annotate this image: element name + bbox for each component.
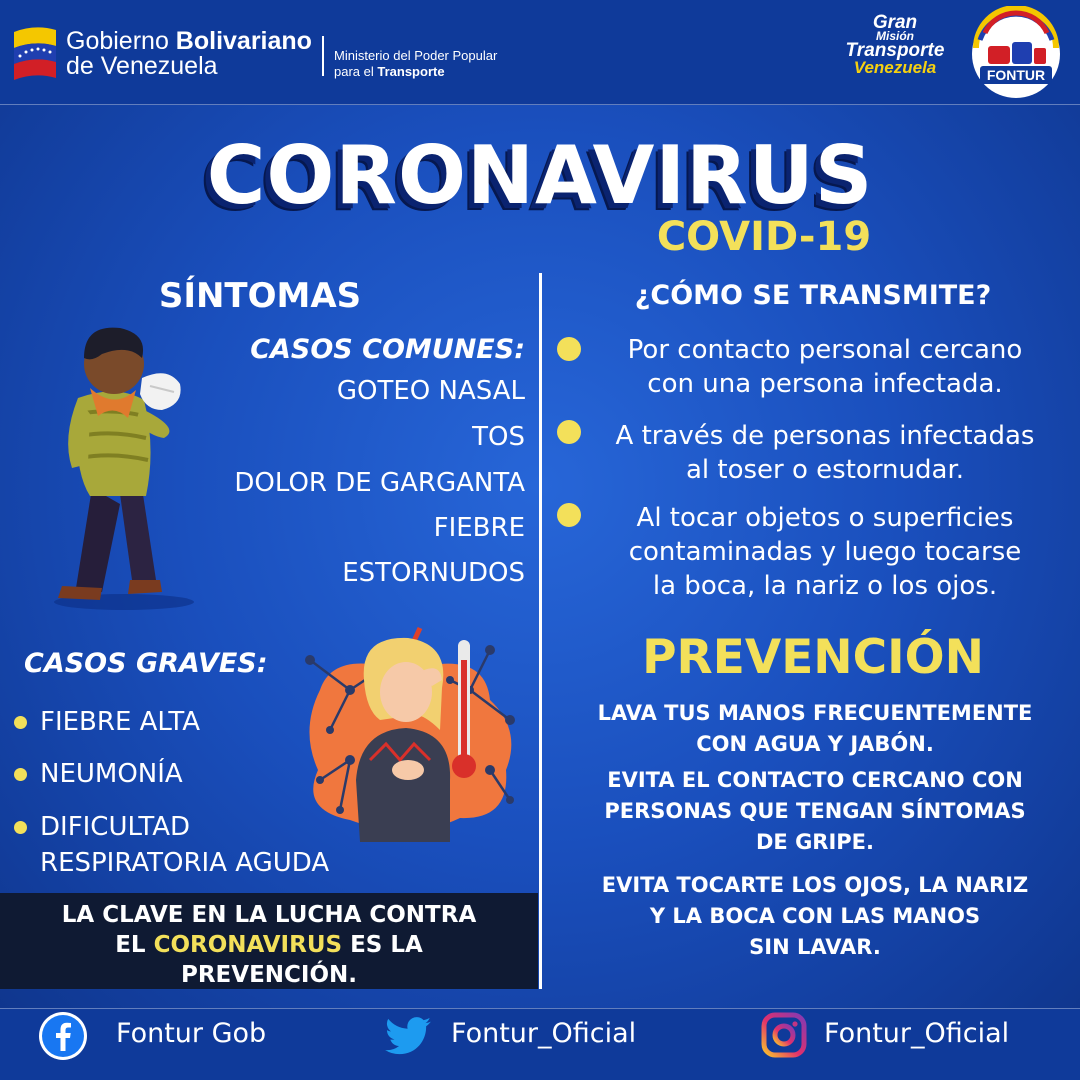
prevention-item (555, 870, 1075, 963)
fontur-logo-text: FONTUR (986, 67, 1046, 83)
prevention-item-line: DE GRIPE. (755, 830, 875, 854)
severe-item-label: DIFICULTAD (40, 812, 191, 842)
gran-line3: Transporte (845, 40, 945, 61)
gov-line1-bold: Bolivariano (175, 27, 312, 55)
header-divider (322, 36, 324, 76)
instagram-handle[interactable]: Fontur_Oficial (824, 1018, 1010, 1049)
common-item: DOLOR DE GARGANTA (234, 468, 525, 498)
transmission-item-line: contaminadas y luego tocarse (628, 537, 1022, 567)
bullet-dot-icon (14, 821, 27, 834)
key-message-line3: PREVENCIÓN. (180, 962, 357, 988)
severe-item (14, 756, 274, 792)
column-divider (539, 273, 542, 989)
venezuela-flag-icon (12, 22, 58, 80)
gran-line1: Gran (872, 12, 918, 33)
severe-item-label: NEUMONÍA (40, 759, 183, 789)
severe-item (14, 704, 274, 740)
common-item: GOTEO NASAL (336, 376, 525, 406)
transmission-item-line: con una persona infectada. (647, 369, 1003, 399)
bullet-dot-icon (14, 716, 27, 729)
common-item: TOS (472, 422, 525, 452)
severe-item-label-continued: RESPIRATORIA AGUDA (40, 848, 330, 878)
government-logo-text (66, 29, 312, 79)
severe-item-label: FIEBRE ALTA (40, 707, 200, 737)
prevention-item-line: EVITA TOCARTE LOS OJOS, LA NARIZ (601, 873, 1029, 897)
transmission-item-line: la boca, la nariz o los ojos. (652, 571, 998, 601)
ministry-line2-regular: para el (334, 64, 378, 79)
twitter-icon[interactable] (383, 1011, 433, 1061)
main-title: CORONAVIRUS (206, 129, 874, 222)
prevention-item-line: PERSONAS QUE TENGAN SÍNTOMAS (604, 799, 1026, 823)
key-message-line2-post: ES LA (342, 932, 423, 958)
gran-line2: Misión (876, 29, 914, 43)
fever-person-illustration (290, 620, 530, 842)
gov-line1-regular: Gobierno (66, 27, 176, 55)
common-item: FIEBRE (433, 513, 525, 543)
prevention-item-line: CON AGUA Y JABÓN. (696, 732, 934, 756)
gran-line4: Venezuela (853, 58, 937, 77)
common-cases-heading: CASOS COMUNES: (250, 334, 525, 365)
prevention-item-line: Y LA BOCA CON LAS MANOS (649, 904, 981, 928)
transmission-item-line: Al tocar objetos o superficies (636, 503, 1014, 533)
prevention-item-line: EVITA EL CONTACTO CERCANO CON (607, 768, 1023, 792)
gov-line2: de Venezuela (66, 52, 218, 80)
transmission-item (575, 333, 1075, 401)
ministry-line2-bold: Transporte (377, 64, 445, 79)
ministry-line1: Ministerio del Poder Popular (334, 48, 498, 63)
prevention-item-line: SIN LAVAR. (749, 935, 881, 959)
title-wrap (0, 128, 1080, 224)
facebook-handle[interactable]: Fontur Gob (116, 1018, 267, 1049)
prevention-heading: PREVENCIÓN (642, 630, 984, 685)
key-message-line1: LA CLAVE EN LA LUCHA CONTRA (61, 902, 477, 928)
prevention-item (555, 698, 1075, 760)
sneezing-person-illustration (32, 318, 212, 610)
bullet-dot-icon (14, 768, 27, 781)
severe-cases-heading: CASOS GRAVES: (24, 648, 268, 679)
key-message-line2-pre: EL (115, 932, 154, 958)
ministry-text (334, 48, 497, 80)
fontur-logo-icon (966, 6, 1066, 102)
prevention-item-line: LAVA TUS MANOS FRECUENTEMENTE (597, 701, 1033, 725)
transmission-item (575, 501, 1075, 603)
transmission-item-line: Por contacto personal cercano (627, 335, 1023, 365)
common-item: ESTORNUDOS (342, 558, 525, 588)
transmission-item-line: al toser o estornudar. (685, 455, 965, 485)
key-message (0, 900, 538, 990)
subtitle: COVID-19 (656, 214, 872, 260)
twitter-handle[interactable]: Fontur_Oficial (451, 1018, 637, 1049)
transmission-item-line: A través de personas infectadas (615, 421, 1035, 451)
facebook-icon[interactable] (38, 1011, 88, 1061)
prevention-item (555, 765, 1075, 858)
instagram-icon[interactable] (760, 1011, 808, 1059)
key-message-highlight: CORONAVIRUS (153, 932, 343, 958)
symptoms-heading: SÍNTOMAS (158, 276, 362, 316)
gran-mision-transporte-logo (834, 14, 956, 76)
transmission-heading: ¿CÓMO SE TRANSMITE? (634, 280, 992, 311)
transmission-item (575, 419, 1075, 487)
